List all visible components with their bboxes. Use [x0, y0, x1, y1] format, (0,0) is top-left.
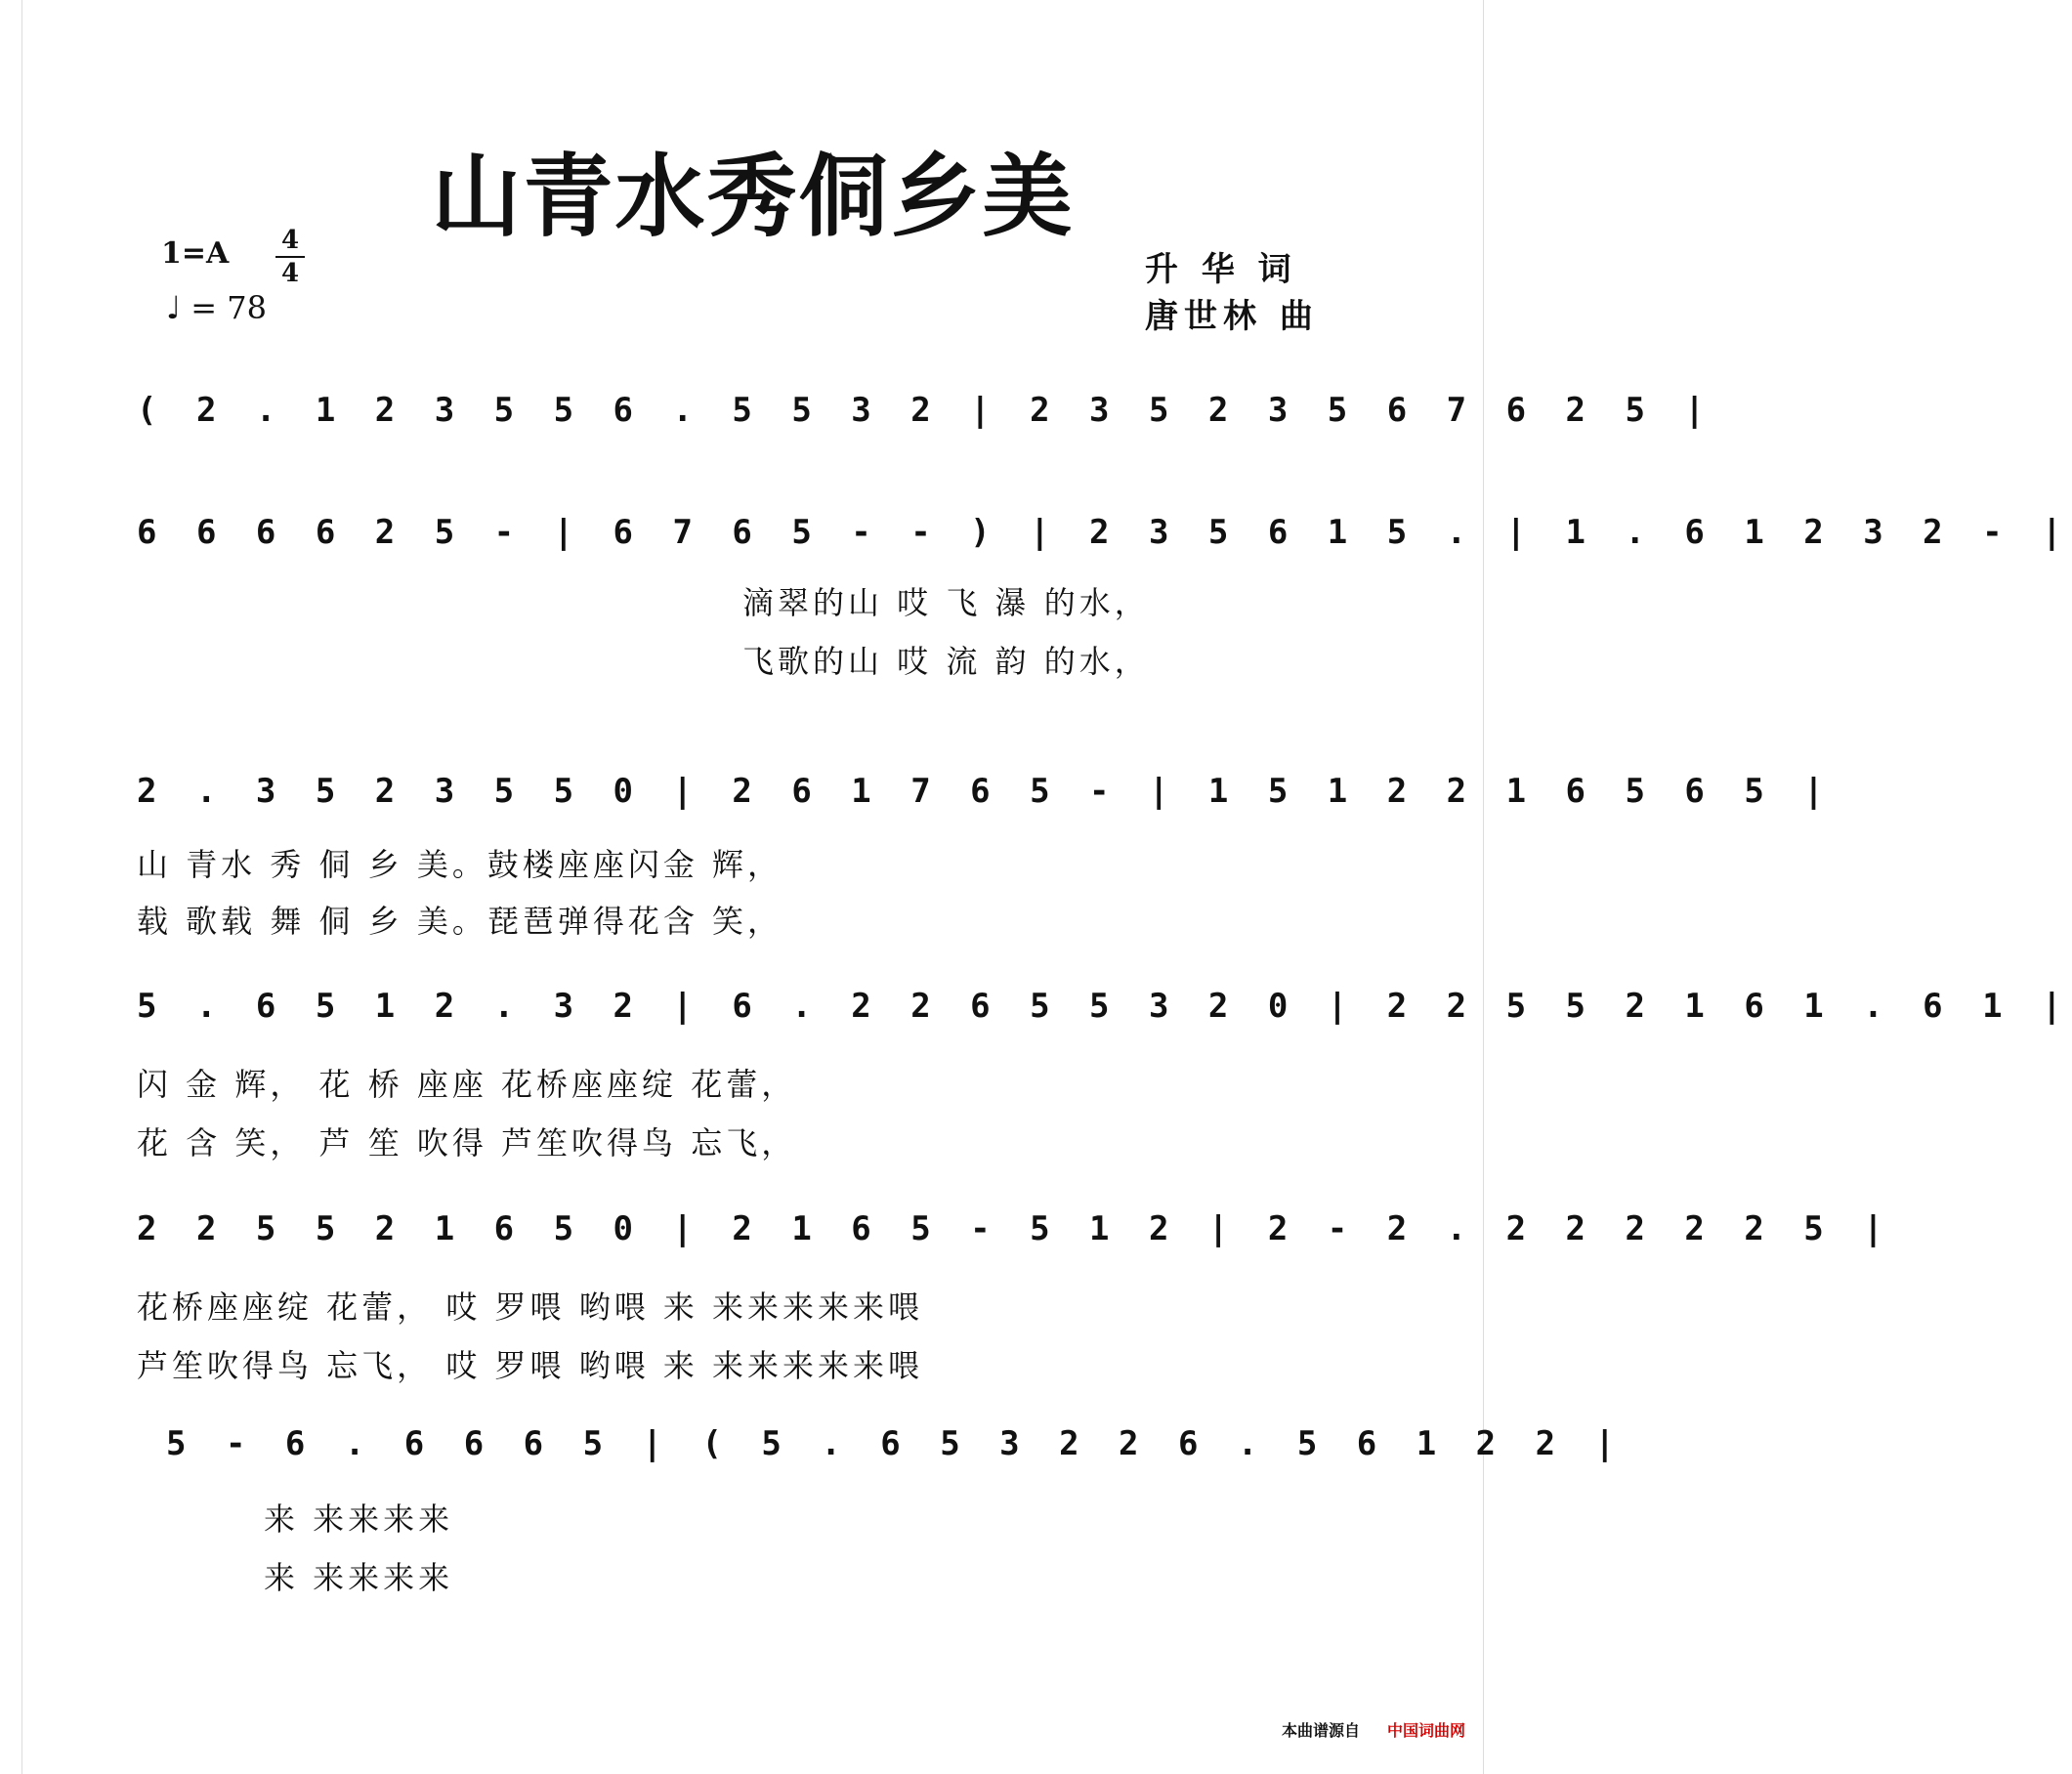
footer-source-text: 本曲谱源自 — [1282, 1721, 1361, 1740]
time-sig-divider — [275, 256, 305, 258]
score-line-1: ( 2 . 1 2 3 5 5 6 . 5 5 3 2 | 2 3 5 2 3 5 6 7 6 2 5 | — [137, 391, 1714, 430]
tempo-marking: ♩ = 78 — [166, 289, 267, 326]
time-sig-top: 4 — [280, 226, 300, 255]
right-margin-watermark — [1483, 0, 1505, 1774]
lyric-line-1: 滴翠的山 哎 飞 瀑 的水， — [742, 584, 1150, 621]
score-line-5: 2 2 5 5 2 1 6 5 0 | 2 1 6 5 - 5 1 2 | 2 - 2 . 2 2 2 2 2 5 | — [137, 1209, 1893, 1248]
lyric-line-5: 闪 金 辉， 花 桥 座座 花桥座座绽 花蕾， — [137, 1066, 797, 1103]
lyric-line-9: 来 来来来来 — [264, 1500, 454, 1538]
lyric-line-2: 飞歌的山 哎 流 韵 的水， — [742, 643, 1150, 680]
score-line-4: 5 . 6 5 1 2 . 3 2 | 6 . 2 2 6 5 5 3 2 0 | 2 2 5 5 2 1 6 1 . 6 1 | — [137, 987, 2072, 1026]
lyric-line-10: 来 来来来来 — [264, 1559, 454, 1596]
key-signature: 1=A — [161, 236, 230, 271]
lyric-line-4: 载 歌载 舞 侗 乡 美。琵琶弹得花含 笑， — [137, 903, 783, 940]
composer-credit: 唐世林 曲 — [1145, 297, 1319, 336]
score-line-3: 2 . 3 5 2 3 5 5 0 | 2 6 1 7 6 5 - | 1 5 1 2 2 1 6 5 6 5 | — [137, 772, 1834, 811]
song-title: 山青水秀侗乡美 — [431, 145, 1075, 249]
lyric-line-8: 芦笙吹得鸟 忘飞， 哎 罗喂 哟喂 来 来来来来来喂 — [137, 1347, 924, 1384]
time-signature — [275, 227, 305, 287]
footer-site-link[interactable]: 中国词曲网 — [1387, 1721, 1466, 1740]
score-line-6: 5 - 6 . 6 6 6 5 | ( 5 . 6 5 3 2 2 6 . 5 6 1 2 2 | — [166, 1424, 1626, 1463]
lyricist-credit: 升 华 词 — [1145, 250, 1297, 289]
time-sig-bottom: 4 — [280, 259, 300, 288]
lyric-line-3: 山 青水 秀 侗 乡 美。鼓楼座座闪金 辉， — [137, 846, 783, 883]
left-margin-watermark — [0, 0, 22, 1774]
lyric-line-6: 花 含 笑， 芦 笙 吹得 芦笙吹得鸟 忘飞， — [137, 1124, 797, 1162]
lyric-line-7: 花桥座座绽 花蕾， 哎 罗喂 哟喂 来 来来来来来喂 — [137, 1288, 924, 1326]
score-line-2: 6 6 6 6 2 5 - | 6 7 6 5 - - ) | 2 3 5 6 1 5 . | 1 . 6 1 2 3 2 - | — [137, 513, 2072, 552]
